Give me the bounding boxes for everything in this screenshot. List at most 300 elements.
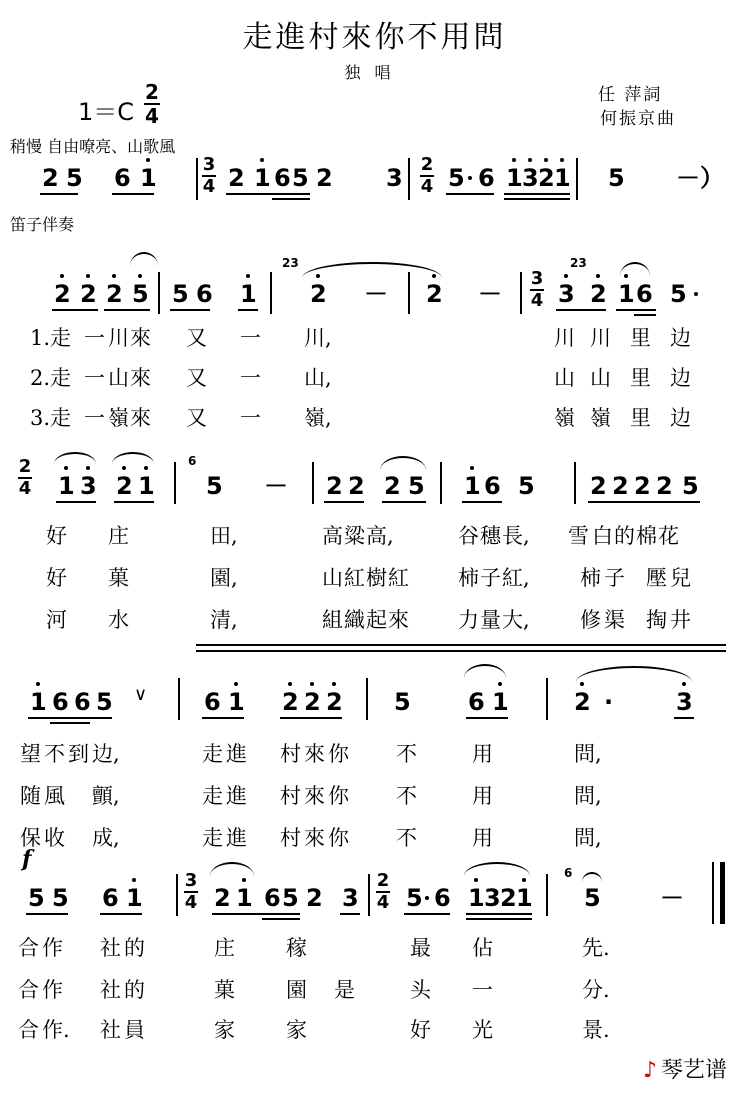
- lyric: 來: [130, 326, 151, 350]
- note: 2: [228, 164, 245, 192]
- note: 2: [306, 884, 323, 912]
- lyric: 來: [304, 784, 325, 808]
- beam: [212, 913, 300, 915]
- note: 5: [584, 884, 601, 912]
- note: 5: [172, 280, 189, 308]
- lyric: 用: [472, 742, 493, 766]
- note: 2: [612, 472, 629, 500]
- lyric: 作: [42, 936, 63, 960]
- note: 1: [240, 280, 257, 308]
- octave-dot: [60, 274, 64, 278]
- lyric: 走: [202, 742, 223, 766]
- beam: [674, 717, 694, 719]
- note: 1: [254, 164, 271, 192]
- note: 5: [408, 472, 425, 500]
- lyric: 最: [410, 936, 431, 960]
- lyric: 清,: [210, 608, 238, 632]
- note: 2: [384, 472, 401, 500]
- note: 6: [484, 472, 501, 500]
- beam: [114, 501, 154, 503]
- time-signature: $\frac{2}{4}$: [18, 456, 32, 499]
- lyric: 田,: [210, 524, 238, 548]
- octave-dot: [564, 274, 568, 278]
- octave-dot: [682, 682, 686, 686]
- barline: [368, 874, 370, 916]
- lyric: 村: [280, 742, 301, 766]
- octave-dot: [132, 878, 136, 882]
- note: 2: [500, 884, 517, 912]
- dynamic-forte: f: [22, 846, 32, 872]
- lyric: 嶺,: [304, 406, 332, 430]
- barline: [270, 272, 272, 314]
- lyric: 佔: [472, 936, 493, 960]
- beam: [616, 309, 656, 311]
- note: 5: [282, 884, 299, 912]
- note: －: [676, 164, 700, 192]
- lyric: 修: [580, 608, 601, 632]
- note: 2: [426, 280, 443, 308]
- lyric: 稼: [286, 936, 307, 960]
- lyric: 員: [124, 1018, 145, 1042]
- note: 6: [468, 688, 485, 716]
- note: 5: [206, 472, 223, 500]
- note: 1: [554, 164, 571, 192]
- fermata: [582, 872, 602, 882]
- lyric: 家: [214, 1018, 235, 1042]
- lyric: 川: [590, 326, 611, 350]
- lyric: 一: [84, 326, 105, 350]
- note: 3: [484, 884, 501, 912]
- accompaniment-label: 笛子伴奏: [10, 215, 75, 234]
- beam: [466, 717, 508, 719]
- rule-line: [196, 644, 726, 646]
- note: 2: [574, 688, 591, 716]
- lyric: 好: [46, 566, 67, 590]
- lyric: 又: [186, 326, 207, 350]
- beam: [262, 918, 300, 920]
- octave-dot: [580, 682, 584, 686]
- beam: [112, 193, 154, 195]
- slur: [620, 262, 650, 276]
- lyric: 好: [410, 1018, 431, 1042]
- lyric: 边: [670, 406, 691, 430]
- lyric: 花: [658, 524, 679, 548]
- lyric: 園,: [210, 566, 238, 590]
- lyric: 里: [630, 326, 651, 350]
- octave-dot: [112, 274, 116, 278]
- barline: [174, 462, 176, 504]
- lyric: 白: [592, 524, 613, 548]
- barline: [408, 272, 410, 314]
- grace-note: 6: [188, 454, 197, 468]
- octave-dot: [260, 158, 264, 162]
- note: 1: [468, 884, 485, 912]
- octave-dot: [512, 158, 516, 162]
- barline: [408, 158, 410, 200]
- note: 1: [236, 884, 253, 912]
- beam: [40, 193, 78, 195]
- lyric: 來: [130, 406, 151, 430]
- note: 2: [116, 472, 133, 500]
- octave-dot: [234, 682, 238, 686]
- note: 5: [52, 884, 69, 912]
- lyric: 粱: [344, 524, 365, 548]
- beam: [170, 309, 210, 311]
- beam: [202, 717, 244, 719]
- dot-rhythm: [425, 896, 429, 900]
- lyric: 好: [46, 524, 67, 548]
- lyric: 菓: [108, 566, 129, 590]
- note: 6: [434, 884, 451, 912]
- octave-dot: [36, 682, 40, 686]
- barline: [546, 678, 548, 720]
- barline: [178, 678, 180, 720]
- beam: [404, 913, 450, 915]
- time-signature: $\frac{2}{4}$: [420, 154, 434, 197]
- octave-dot: [122, 466, 126, 470]
- note: 6: [74, 688, 91, 716]
- lyric: 風: [44, 784, 65, 808]
- octave-dot: [310, 682, 314, 686]
- note: 2: [316, 164, 333, 192]
- dot-rhythm: [468, 176, 472, 180]
- lyric: 走: [202, 784, 223, 808]
- lyric: 你: [328, 742, 349, 766]
- note: ）: [700, 164, 724, 192]
- lyric: 里: [630, 406, 651, 430]
- slur: [576, 666, 692, 682]
- note: 2: [54, 280, 71, 308]
- lyric: 光: [472, 1018, 493, 1042]
- slur: [130, 252, 158, 266]
- beam: [280, 717, 342, 719]
- note: 3: [386, 164, 403, 192]
- lyric: 1.走: [30, 326, 72, 350]
- lyric: 不: [396, 784, 417, 808]
- lyric: 不: [396, 742, 417, 766]
- lyric: 一: [240, 366, 261, 390]
- octave-dot: [86, 274, 90, 278]
- lyric: 一: [84, 366, 105, 390]
- note: 1: [30, 688, 47, 716]
- octave-dot: [146, 158, 150, 162]
- note: 2: [304, 688, 321, 716]
- octave-dot: [138, 274, 142, 278]
- lyric: 織: [344, 608, 365, 632]
- note: 5: [96, 688, 113, 716]
- lyric: 家: [286, 1018, 307, 1042]
- lyric: 子: [604, 566, 625, 590]
- note: 5: [406, 884, 423, 912]
- lyric: 保: [20, 826, 41, 850]
- lyric: 棉: [636, 524, 657, 548]
- barline: [176, 874, 178, 916]
- barline: [158, 272, 160, 314]
- lyric: 一: [472, 978, 493, 1002]
- octave-dot: [432, 274, 436, 278]
- lyric: 又: [186, 406, 207, 430]
- lyric: 又: [186, 366, 207, 390]
- time-signature: $\frac{2}{4}$: [145, 80, 159, 128]
- breath-mark: ∨: [134, 684, 148, 705]
- lyric: 谷: [458, 524, 479, 548]
- lyric: 不: [44, 742, 65, 766]
- octave-dot: [64, 466, 68, 470]
- lyric: 進: [226, 742, 247, 766]
- barline: [520, 272, 522, 314]
- slur: [464, 664, 506, 678]
- lyric: 雪: [568, 524, 589, 548]
- beam: [556, 309, 606, 311]
- note: 3: [676, 688, 693, 716]
- barline: [440, 462, 442, 504]
- beam: [272, 198, 310, 200]
- lyric: 用: [472, 784, 493, 808]
- song-title: 走進村來你不用問: [242, 20, 507, 55]
- octave-dot: [242, 878, 246, 882]
- note: 1: [228, 688, 245, 716]
- lyric: 2.走: [30, 366, 72, 390]
- lyric: 景.: [582, 1018, 610, 1042]
- slur: [112, 452, 154, 464]
- lyric: 山: [108, 366, 129, 390]
- barline: [574, 462, 576, 504]
- lyric: 起: [366, 608, 387, 632]
- note: 6: [274, 164, 291, 192]
- octave-dot: [288, 682, 292, 686]
- lyric: 合: [18, 1018, 39, 1042]
- grace-notes: 23: [570, 256, 587, 270]
- note: 5: [670, 280, 687, 308]
- slur: [54, 452, 96, 464]
- note: 3: [80, 472, 97, 500]
- note: 2: [80, 280, 97, 308]
- lyric: 樹: [366, 566, 387, 590]
- lyric: 壓: [646, 566, 667, 590]
- lyric: 來: [130, 366, 151, 390]
- octave-dot: [470, 466, 474, 470]
- slur: [464, 862, 530, 876]
- lyric: 園: [286, 978, 307, 1002]
- lyric: 長,: [502, 524, 530, 548]
- note: 1: [138, 472, 155, 500]
- note: 3: [342, 884, 359, 912]
- lyric: 一: [240, 406, 261, 430]
- lyric: 川,: [304, 326, 332, 350]
- lyric: 望: [20, 742, 41, 766]
- beam: [382, 501, 426, 503]
- note: 2: [106, 280, 123, 308]
- beam: [100, 913, 142, 915]
- note: 1: [492, 688, 509, 716]
- lyric: 到: [68, 742, 89, 766]
- lyric: 不: [396, 826, 417, 850]
- grace-note: 6: [564, 866, 573, 880]
- lyric: 庄: [108, 524, 129, 548]
- lyric: 村: [280, 784, 301, 808]
- note: 2: [538, 164, 555, 192]
- composer-credit: 何振京曲: [600, 109, 676, 129]
- lyric: 先.: [582, 936, 610, 960]
- note: 6: [52, 688, 69, 716]
- lyricist-credit: 任 萍詞: [598, 85, 663, 105]
- slur: [380, 456, 426, 470]
- lyric: 你: [328, 784, 349, 808]
- lyric: 來: [388, 608, 409, 632]
- note: 2: [590, 472, 607, 500]
- note: 2: [310, 280, 327, 308]
- octave-dot: [86, 466, 90, 470]
- note: 1: [516, 884, 533, 912]
- lyric: 高,: [366, 524, 394, 548]
- note: 5: [132, 280, 149, 308]
- lyric: 嶺: [590, 406, 611, 430]
- note: 2: [656, 472, 673, 500]
- note: 6: [114, 164, 131, 192]
- lyric: 山: [322, 566, 343, 590]
- key-signature: 1＝C: [78, 98, 135, 126]
- performance-type: 独唱: [344, 63, 405, 82]
- note: 2: [348, 472, 365, 500]
- octave-dot: [474, 878, 478, 882]
- time-signature: $\frac{2}{4}$: [376, 870, 390, 913]
- note: －: [478, 280, 502, 308]
- barline: [196, 158, 198, 200]
- barline: [546, 874, 548, 916]
- grace-notes: 23: [282, 256, 299, 270]
- lyric: 柿: [458, 566, 479, 590]
- lyric: 一: [240, 326, 261, 350]
- lyric: 高: [322, 524, 343, 548]
- final-barline-thin: [712, 862, 714, 924]
- lyric: 子: [480, 566, 501, 590]
- note: 5: [292, 164, 309, 192]
- beam: [466, 913, 532, 915]
- note: 5: [394, 688, 411, 716]
- tempo-marking: 稍慢 自由嘹亮、山歌風: [10, 137, 176, 156]
- lyric: 力: [458, 608, 479, 632]
- lyric: 的: [124, 978, 145, 1002]
- lyric: 走: [202, 826, 223, 850]
- note: －: [364, 280, 388, 308]
- beam: [466, 918, 532, 920]
- octave-dot: [246, 274, 250, 278]
- note: 2: [590, 280, 607, 308]
- lyric: 大,: [502, 608, 530, 632]
- lyric: 柿: [580, 566, 601, 590]
- note: －: [264, 472, 288, 500]
- lyric: 川: [108, 326, 129, 350]
- barline: [366, 678, 368, 720]
- note: －: [660, 884, 684, 912]
- lyric: 紅,: [502, 566, 530, 590]
- note: 5: [28, 884, 45, 912]
- tie: [302, 262, 442, 278]
- beam: [504, 193, 570, 195]
- note: 6: [478, 164, 495, 192]
- lyric: 分.: [582, 978, 610, 1002]
- lyric: 社: [100, 978, 121, 1002]
- lyric: 穗: [480, 524, 501, 548]
- beam: [340, 913, 360, 915]
- rule-line: [196, 650, 726, 652]
- lyric: 头: [410, 978, 431, 1002]
- beam: [50, 722, 90, 724]
- note: 2: [214, 884, 231, 912]
- octave-dot: [332, 682, 336, 686]
- lyric: 合: [18, 978, 39, 1002]
- barline: [576, 158, 578, 200]
- note: 1: [506, 164, 523, 192]
- lyric: 作: [42, 978, 63, 1002]
- lyric: 收: [44, 826, 65, 850]
- lyric: 用: [472, 826, 493, 850]
- octave-dot: [596, 274, 600, 278]
- note: 5: [518, 472, 535, 500]
- lyric: 來: [304, 742, 325, 766]
- beam: [52, 309, 98, 311]
- lyric: 作.: [42, 1018, 70, 1042]
- lyric: 3.走: [30, 406, 72, 430]
- lyric: 里: [630, 366, 651, 390]
- lyric: 你: [328, 826, 349, 850]
- octave-dot: [144, 466, 148, 470]
- note: 1: [140, 164, 157, 192]
- lyric: 一: [84, 406, 105, 430]
- lyric: 合: [18, 936, 39, 960]
- note: 5: [66, 164, 83, 192]
- lyric: 兒: [670, 566, 691, 590]
- note: 1: [618, 280, 635, 308]
- lyric: 水: [108, 608, 129, 632]
- lyric: 社: [100, 1018, 121, 1042]
- lyric: 量: [480, 608, 501, 632]
- beam: [634, 314, 656, 316]
- lyric: 組: [322, 608, 343, 632]
- lyric: 嶺: [554, 406, 575, 430]
- lyric: 山: [554, 366, 575, 390]
- lyric: 的: [124, 936, 145, 960]
- beam: [238, 309, 258, 311]
- lyric: 顫,: [92, 784, 120, 808]
- beam: [226, 193, 310, 195]
- octave-dot: [560, 158, 564, 162]
- lyric: 的: [614, 524, 635, 548]
- octave-dot: [498, 682, 502, 686]
- final-barline-thick: [720, 862, 725, 924]
- lyric: 山: [590, 366, 611, 390]
- beam: [104, 309, 150, 311]
- lyric: 紅: [388, 566, 409, 590]
- beam: [28, 717, 112, 719]
- lyric: 是: [334, 978, 355, 1002]
- time-signature: $\frac{3}{4}$: [530, 268, 544, 311]
- lyric: 進: [226, 826, 247, 850]
- beam: [504, 198, 570, 200]
- octave-dot: [522, 878, 526, 882]
- note: 1: [126, 884, 143, 912]
- beam: [26, 913, 68, 915]
- lyric: 川: [554, 326, 575, 350]
- lyric: 掏: [646, 608, 667, 632]
- beam: [324, 501, 364, 503]
- note: 5: [608, 164, 625, 192]
- note: 2: [42, 164, 59, 192]
- lyric: 嶺: [108, 406, 129, 430]
- note: 2: [634, 472, 651, 500]
- barline: [312, 462, 314, 504]
- note: 6: [204, 688, 221, 716]
